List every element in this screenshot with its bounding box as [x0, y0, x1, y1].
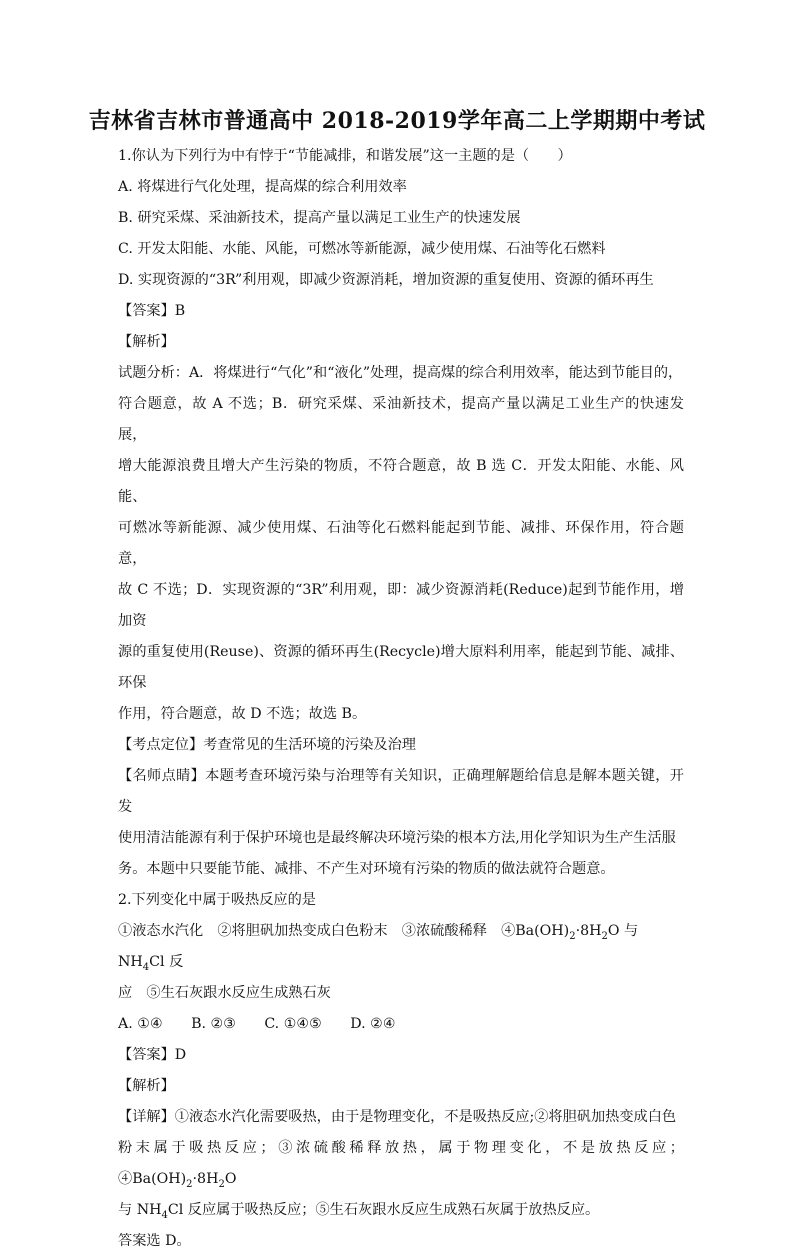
question-1-answer: 【答案】B: [118, 303, 186, 319]
question-1-analysis-line: 试题分析：A．将煤进行“气化”和“液化”处理，提高煤的综合利用效率，能达到节能目的，: [118, 365, 683, 381]
question-2-answer: 【答案】D: [118, 1047, 187, 1063]
detail-text: Cl 反应属于吸热反应；⑤生石灰跟水反应生成熟石灰属于放热反应。: [167, 1202, 600, 1218]
question-2-items-text: ①液态水汽化 ②将胆矾加热变成白色粉末 ③浓硫酸稀释 ④Ba(OH): [118, 923, 570, 939]
question-1-analysis-line: 故 C 不选；D．实现资源的“3R”利用观，即：减少资源消耗(Reduce)起到节能作用，增加资: [118, 582, 684, 629]
question-1-stem: 1.你认为下列行为中有悖于“节能减排，和谐发展”这一主题的是（ ）: [118, 148, 572, 164]
question-2-items-line-1: [118, 916, 684, 978]
question-2-stem: 2.下列变化中属于吸热反应的是: [118, 892, 316, 908]
detail-text: 与 NH: [118, 1202, 162, 1218]
question-1-option-a: A. 将煤进行气化处理，提高煤的综合利用效率: [118, 179, 407, 195]
question-1-analysis-line: 符合题意，故 A 不选；B．研究采煤、采油新技术，提高产量以满足工业生产的快速发展，: [118, 396, 684, 443]
subscript: 4: [161, 1209, 168, 1221]
subscript: 2: [186, 1178, 193, 1190]
subscript: 4: [142, 961, 150, 973]
question-1-analysis-label: 【解析】: [118, 334, 175, 350]
question-2-items-text: ·8H: [575, 923, 602, 939]
question-2-items-text: Cl 反: [149, 954, 184, 970]
question-1-kaodian: 【考点定位】考查常见的生活环境的污染及治理: [118, 737, 416, 753]
subscript: 2: [218, 1178, 225, 1190]
question-1-option-d: D. 实现资源的“3R”利用观，即减少资源消耗，增加资源的重复使用、资源的循环再生: [118, 272, 654, 288]
question-1-mingshi-line: 务。本题中只要能节能、减排、不产生对环境有污染的物质的做法就符合题意。: [118, 861, 615, 877]
question-1-option-b: B. 研究采煤、采油新技术，提高产量以满足工业生产的快速发展: [118, 210, 521, 226]
page-title: 吉林省吉林市普通高中 2018-2019学年高二上学期期中考试: [88, 108, 706, 134]
subscript: 2: [569, 930, 576, 942]
question-1-mingshi-line: 【名师点睛】本题考查环境污染与治理等有关知识，正确理解题给信息是解本题关键，开发: [118, 768, 684, 815]
detail-text: O: [224, 1171, 237, 1187]
document-body: [118, 141, 684, 1257]
question-1-analysis-line: 源的重复使用(Reuse)、资源的循环再生(Recycle)增大原料利用率，能起到节能、减排、环保: [118, 644, 684, 691]
question-2-items-line-2: 应 ⑤生石灰跟水反应生成熟石灰: [118, 985, 331, 1001]
question-2-options: A. ①④ B. ②③ C. ①④⑤ D. ②④: [118, 1016, 396, 1032]
question-2-detail-line: [118, 1195, 684, 1226]
detail-text: 粉末属于吸热反应；③浓硫酸稀释放热，属于物理变化，不是放热反应；④Ba(OH): [118, 1140, 684, 1187]
question-2-items-text: O 与 NH: [118, 923, 639, 970]
question-2-analysis-label: 【解析】: [118, 1078, 175, 1094]
question-2-detail-line: [118, 1133, 684, 1195]
question-2-detail-line: 【详解】①液态水汽化需要吸热，由于是物理变化，不是吸热反应;②将胆矾加热变成白色: [118, 1109, 677, 1125]
detail-text: ·8H: [192, 1171, 219, 1187]
question-1-mingshi-line: 使用清洁能源有利于保护环境也是最终解决环境污染的根本方法,用化学知识为生产生活服: [118, 830, 676, 846]
question-2-conclusion: 答案选 D。: [118, 1233, 191, 1249]
question-1-analysis-line: 可燃冰等新能源、减少使用煤、石油等化石燃料能起到节能、减排、环保作用，符合题意，: [118, 520, 684, 567]
question-1-option-c: C. 开发太阳能、水能、风能，可燃冰等新能源，减少使用煤、石油等化石燃料: [118, 241, 606, 257]
question-1-analysis-line: 作用，符合题意，故 D 不选；故选 B。: [118, 706, 367, 722]
subscript: 2: [601, 930, 608, 942]
question-1-analysis-line: 增大能源浪费且增大产生污染的物质，不符合题意，故 B 选 C．开发太阳能、水能、风能、: [118, 458, 684, 505]
